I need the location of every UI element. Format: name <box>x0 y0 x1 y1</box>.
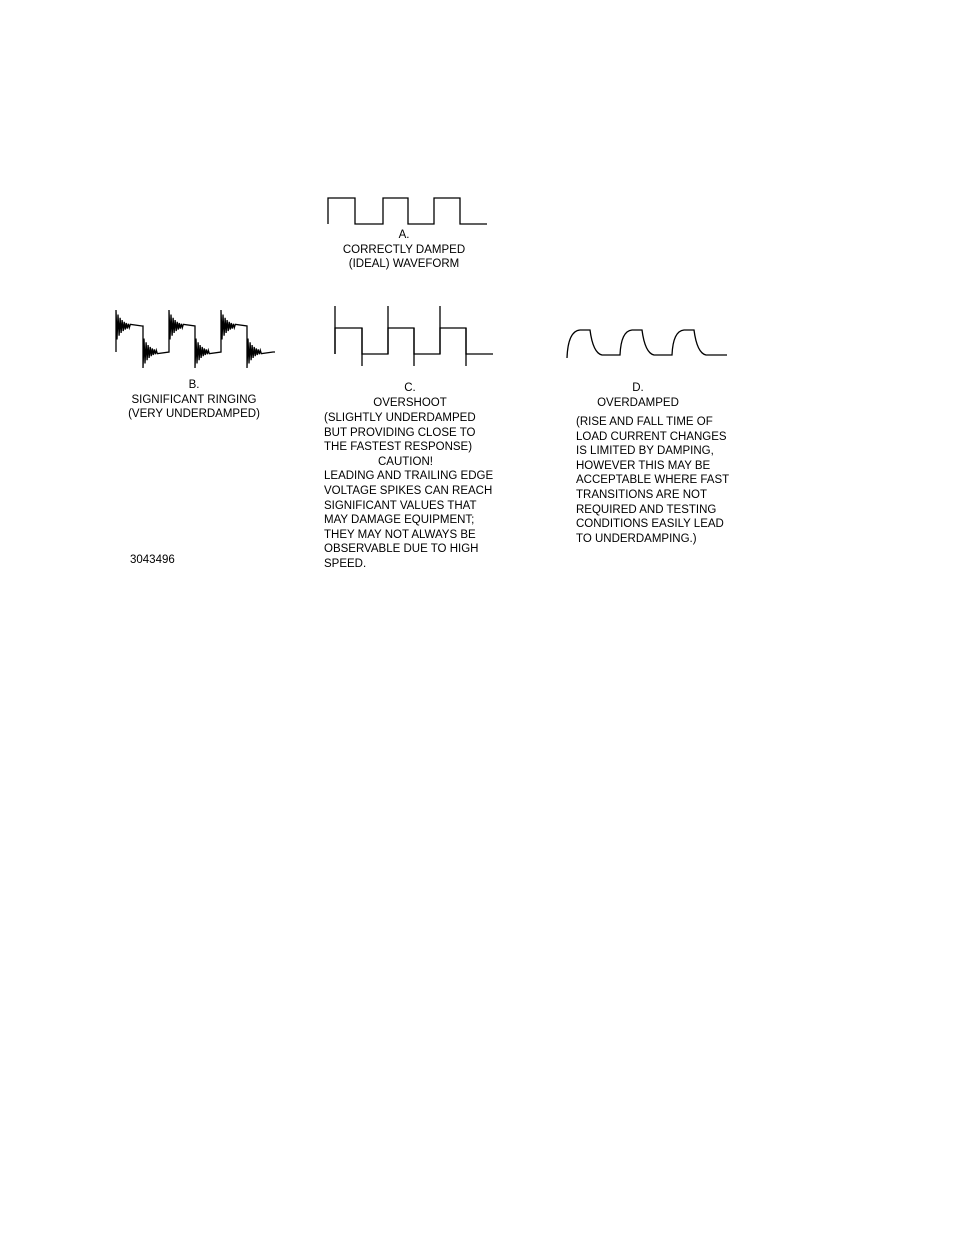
panel-c-caution-2: VOLTAGE SPIKES CAN REACH <box>324 484 493 497</box>
panel-a-line-1: CORRECTLY DAMPED <box>342 243 466 256</box>
panel-c-note-1: (SLIGHTLY UNDERDAMPED <box>324 412 476 424</box>
waveform-c-edge-spikes <box>335 306 466 366</box>
panel-c-note-2: BUT PROVIDING CLOSE TO <box>324 426 476 439</box>
panel-d-note-3: IS LIMITED BY DAMPING, <box>576 445 714 458</box>
panel-d-note-7: REQUIRED AND TESTING <box>576 503 717 516</box>
panel-a-letter: A. <box>398 229 410 241</box>
panel-b-line-2: (VERY UNDERDAMPED) <box>128 408 260 421</box>
panel-c-heading <box>330 381 490 410</box>
panel-c-body <box>324 411 493 572</box>
panel-c-caution-5: THEY MAY NOT ALWAYS BE <box>324 528 476 541</box>
panel-c-caution-3: SIGNIFICANT VALUES THAT <box>324 499 477 512</box>
panel-c-caution-6: OBSERVABLE DUE TO HIGH <box>324 543 479 556</box>
panel-d-body <box>576 415 729 546</box>
panel-c-caution: CAUTION! <box>378 455 433 468</box>
panel-d-letter: D. <box>632 382 644 394</box>
panel-c-title: OVERSHOOT <box>373 396 447 409</box>
panel-b-line-1: SIGNIFICANT RINGING <box>131 393 257 406</box>
panel-d-heading <box>558 381 718 410</box>
panel-b-letter: B. <box>188 379 200 391</box>
panel-c-caution-4: MAY DAMAGE EQUIPMENT; <box>324 514 475 527</box>
panel-d-title: OVERDAMPED <box>597 396 679 409</box>
panel-d-note-6: TRANSITIONS ARE NOT <box>576 488 707 501</box>
panel-c-letter: C. <box>404 382 416 394</box>
waveform-d-overdamped <box>567 330 727 358</box>
panel-b-caption <box>112 378 276 422</box>
figure-number: 3043496 <box>130 554 175 566</box>
panel-d-note-2: LOAD CURRENT CHANGES <box>576 430 727 443</box>
panel-c-caution-1: LEADING AND TRAILING EDGE <box>324 470 494 483</box>
panel-a-caption <box>326 228 482 272</box>
panel-d-note-5: ACCEPTABLE WHERE FAST <box>576 474 730 487</box>
panel-d-note-9: TO UNDERDAMPING.) <box>576 532 697 545</box>
panel-d-note-4: HOWEVER THIS MAY BE <box>576 459 711 472</box>
panel-c-note-3: THE FASTEST RESPONSE) <box>324 441 473 454</box>
panel-a-line-2: (IDEAL) WAVEFORM <box>348 258 460 271</box>
panel-d-note-8: CONDITIONS EASILY LEAD <box>576 518 724 531</box>
panel-d-note-1: (RISE AND FALL TIME OF <box>576 416 713 428</box>
waveform-b-ringing <box>116 310 275 368</box>
panel-c-caution-7: SPEED. <box>324 557 367 570</box>
waveform-a-ideal-square <box>328 198 487 224</box>
